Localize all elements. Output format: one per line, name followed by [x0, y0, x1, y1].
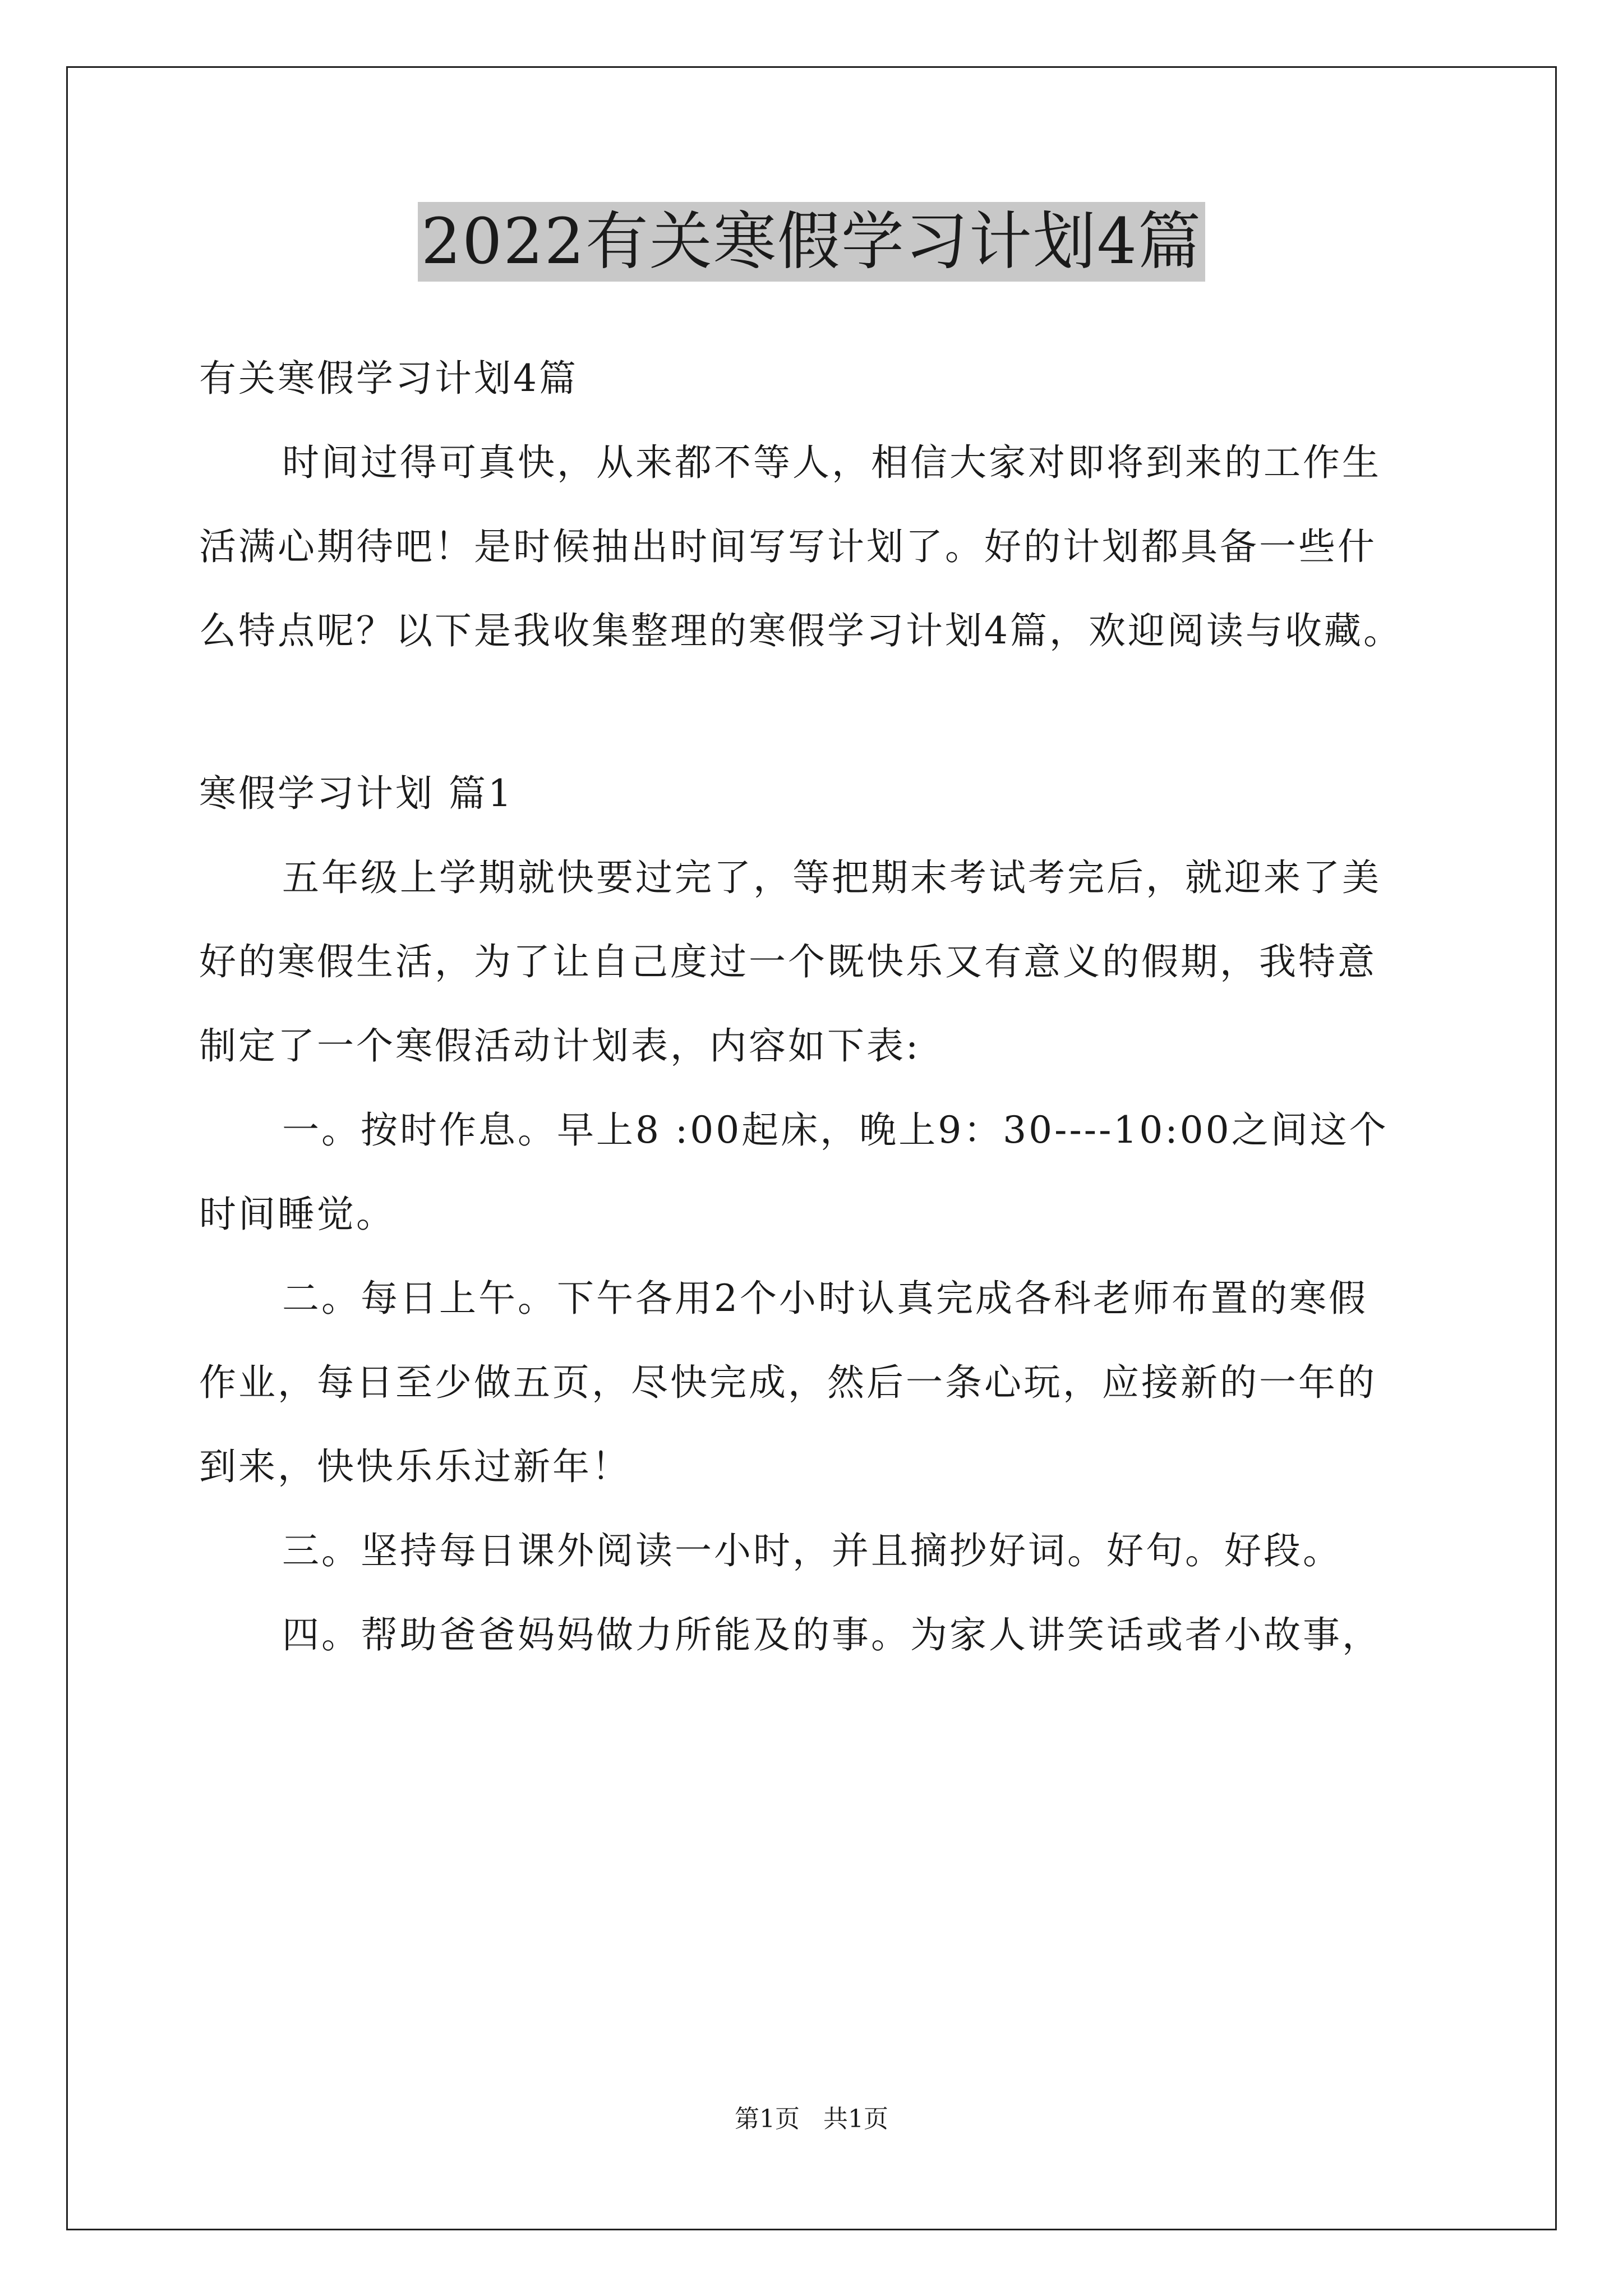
paragraph-1-line-3: 制定了一个寒假活动计划表，内容如下表:: [199, 1024, 921, 1068]
item-3-line-1: 三。坚持每日课外阅读一小时，并且摘抄好词。好句。好段。: [282, 1529, 1342, 1572]
item-1-line-1: 一。按时作息。早上8 :00起床，晚上9：30----10:00之间这个: [282, 1108, 1389, 1152]
item-2-line-3: 到来，快快乐乐过新年！: [199, 1445, 631, 1488]
intro-line-3: 么特点呢？以下是我收集整理的寒假学习计划4篇，欢迎阅读与收藏。: [199, 609, 1403, 652]
document-body: [199, 337, 1433, 1677]
document-title: 2022有关寒假学习计划4篇: [418, 202, 1205, 282]
subtitle: 有关寒假学习计划4篇: [199, 357, 578, 400]
item-4-line-1: 四。帮助爸爸妈妈做力所能及的事。为家人讲笑话或者小故事，: [282, 1613, 1381, 1657]
item-2-line-1: 二。每日上午。下午各用2个小时认真完成各科老师布置的寒假: [282, 1277, 1368, 1320]
item-2-line-2: 作业，每日至少做五页，尽快完成，然后一条心玩，应接新的一年的: [199, 1361, 1377, 1404]
paragraph-1-line-1: 五年级上学期就快要过完了，等把期末考试考完后，就迎来了美: [282, 856, 1381, 899]
title-container: [0, 202, 1623, 282]
section-gap: [199, 673, 1433, 752]
paragraph-1-line-2: 好的寒假生活，为了让自己度过一个既快乐又有意义的假期，我特意: [199, 940, 1377, 983]
page-number: 第1页: [735, 2105, 800, 2133]
section-heading: 寒假学习计划 篇1: [199, 772, 514, 815]
intro-line-2: 活满心期待吧！是时候抽出时间写写计划了。好的计划都具备一些什: [199, 525, 1377, 568]
intro-line-1: 时间过得可真快，从来都不等人，相信大家对即将到来的工作生: [282, 441, 1381, 484]
page-footer: [0, 2102, 1623, 2136]
item-1-line-2: 时间睡觉。: [199, 1193, 395, 1236]
page-total: 共1页: [823, 2105, 888, 2133]
